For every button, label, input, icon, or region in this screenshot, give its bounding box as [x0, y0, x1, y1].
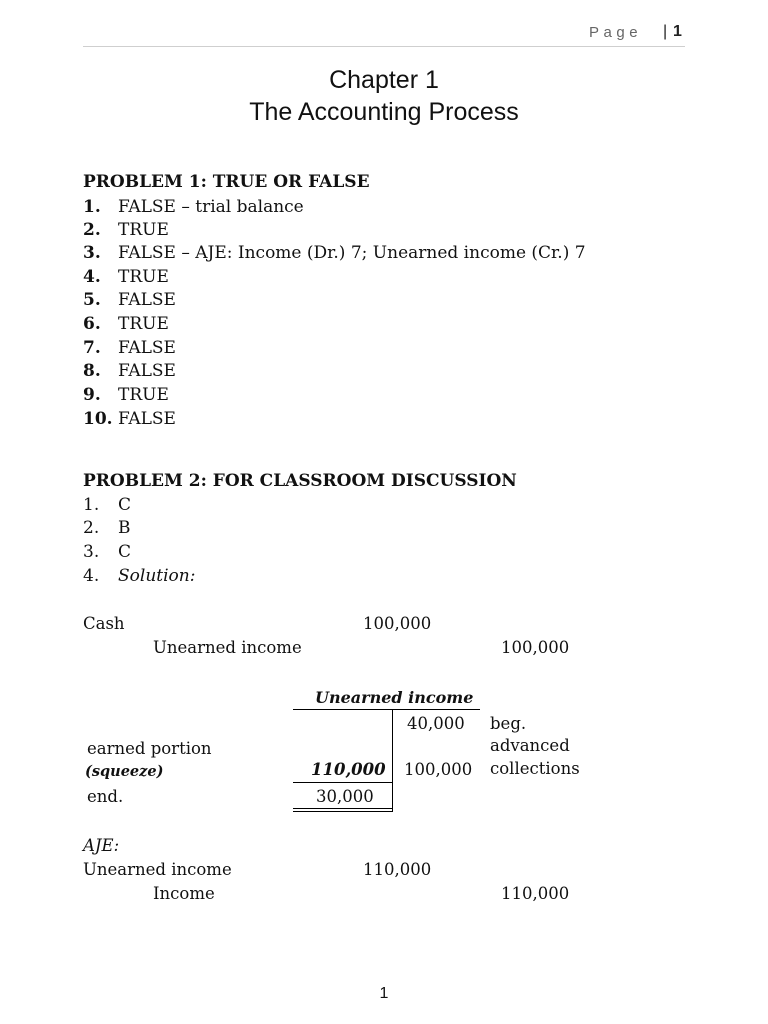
credit-amount: 100,000 — [501, 638, 570, 657]
end-label: end. — [87, 787, 124, 806]
earned-portion-label: earned portion — [87, 739, 212, 758]
list-item: TRUE — [118, 314, 169, 334]
list-item-number: 2. — [83, 220, 101, 240]
list-item-number: 3. — [83, 243, 101, 263]
header-page-number: 1 — [673, 23, 682, 40]
aje-debit-account: Unearned income — [83, 860, 232, 879]
list-item-number: 7. — [83, 338, 101, 358]
list-item-number: 4. — [83, 267, 101, 287]
subtotal-rule — [293, 782, 393, 783]
page-label: Page — [589, 24, 643, 41]
list-item: C — [118, 542, 132, 562]
list-item-number: 4. — [83, 566, 100, 586]
squeeze-label: (squeeze) — [85, 763, 164, 780]
list-item: TRUE — [118, 267, 169, 287]
list-item-number: 10. — [83, 409, 113, 429]
problem2-title: PROBLEM 2: FOR CLASSROOM DISCUSSION — [83, 471, 517, 491]
list-item: TRUE — [118, 385, 169, 405]
collections-amount: 100,000 — [404, 760, 473, 779]
footer-page-number: 1 — [379, 985, 389, 1002]
aje-credit-account: Income — [153, 884, 215, 903]
aje-debit-amount: 110,000 — [363, 860, 432, 879]
t-account-title: Unearned income — [315, 688, 474, 707]
list-item-number: 3. — [83, 542, 100, 562]
list-item: FALSE – AJE: Income (Dr.) 7; Unearned income (Cr.) 7 — [118, 243, 586, 263]
list-item-number: 5. — [83, 290, 101, 310]
list-item: FALSE — [118, 290, 176, 310]
beg-label: beg. — [490, 714, 527, 733]
list-item: FALSE — [118, 409, 176, 429]
list-item: FALSE — [118, 361, 176, 381]
solution-label: Solution: — [118, 566, 196, 586]
debit-account: Cash — [83, 614, 125, 633]
problem1-title: PROBLEM 1: TRUE OR FALSE — [83, 172, 370, 192]
header-rule — [83, 46, 685, 47]
list-item-number: 1. — [83, 197, 101, 217]
aje-credit-amount: 110,000 — [501, 884, 570, 903]
page-separator: | — [663, 23, 668, 40]
collections-label: collections — [490, 759, 580, 778]
double-rule-1 — [293, 808, 393, 809]
beg-amount: 40,000 — [407, 714, 465, 733]
debit-amount: 100,000 — [363, 614, 432, 633]
chapter-number: Chapter 1 — [329, 66, 439, 94]
list-item: B — [118, 518, 131, 538]
t-account-top-rule — [293, 709, 480, 710]
credit-account: Unearned income — [153, 638, 302, 657]
earned-amount: 110,000 — [311, 760, 386, 779]
t-account-center-rule — [392, 709, 393, 811]
chapter-title: The Accounting Process — [249, 98, 519, 126]
list-item: FALSE – trial balance — [118, 197, 304, 217]
list-item: C — [118, 495, 132, 515]
list-item: FALSE — [118, 338, 176, 358]
list-item-number: 6. — [83, 314, 101, 334]
end-amount: 30,000 — [316, 787, 374, 806]
list-item-number: 8. — [83, 361, 101, 381]
list-item-number: 9. — [83, 385, 101, 405]
double-rule-2 — [293, 811, 393, 812]
list-item: TRUE — [118, 220, 169, 240]
advanced-label: advanced — [490, 736, 570, 755]
list-item-number: 2. — [83, 518, 100, 538]
aje-label: AJE: — [83, 836, 120, 855]
list-item-number: 1. — [83, 495, 100, 515]
